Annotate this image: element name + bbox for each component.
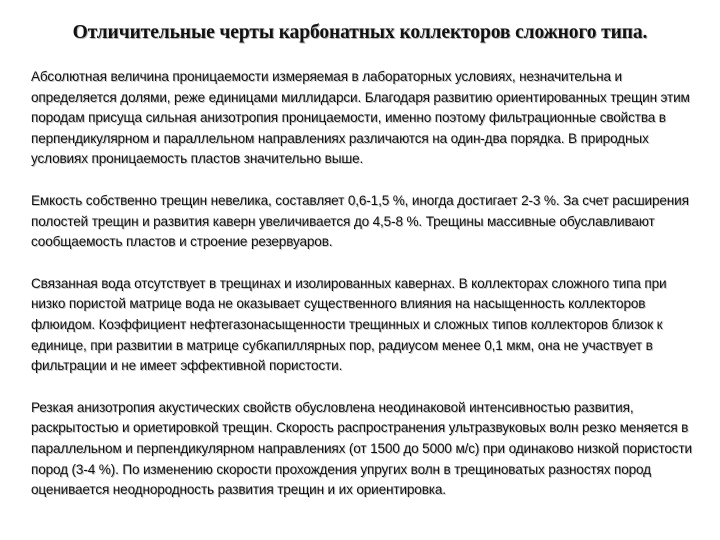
paragraph-fracture-capacity: Емкость собственно трещин невелика, составляет 0,6-1,5 %, иногда достигает 2-3 %. За счет расширения полостей трещин и развития каверн увеличивается до 4,5-8 %. Трещины массивные обуславливают сообщаемость пластов и строение резервуаров. <box>31 192 689 250</box>
paragraph-bound-water: Связанная вода отсутствует в трещинах и изолированных кавернах. В коллекторах сложного типа при низко пористой матрице вода не оказывает существенного влияния на насыщенность коллекторов флюидом. Коэффициент нефтегазонасыщенности трещинных и сложных типов коллекторов близок к единице, при развитии в матрице субкапиллярных пор, радиусом менее 0,1 мкм, она не участвует в фильтрации и не имеет эффективной пористости. <box>31 275 667 374</box>
paragraph-permeability: Абсолютная величина проницаемости измеряемая в лабораторных условиях, незначительна и определяется долями, реже единицами миллидарси. Благодаря развитию ориентированных трещин этим породам присуща сильная анизотропия проницаемости, именно поэтому фильтрационные свойства в перпендикулярном и параллельном направлениях различаются на один-два порядка. В природных условиях проницаемость пластов значительно выше. <box>31 69 690 167</box>
slide-body <box>31 67 696 501</box>
paragraph-acoustic-anisotropy: Резкая анизотропия акустических свойств обусловлена неодинаковой интенсивностью развития, раскрытостью и ориетировкой трещин. Скорость распространения ультразвуковых волн резко меняется в параллельном и перпендикулярном направлениях (от 1500 до 5000 м/с) при одинаково низкой пористости пород (3-4 %). По изменению скорости прохождения упругих волн в трещиноватых разностях пород оценивается неоднородность развития трещин и их ориентировка. <box>31 399 692 498</box>
slide-title: Отличительные черты карбонатных коллекторов сложного типа. <box>72 22 648 43</box>
